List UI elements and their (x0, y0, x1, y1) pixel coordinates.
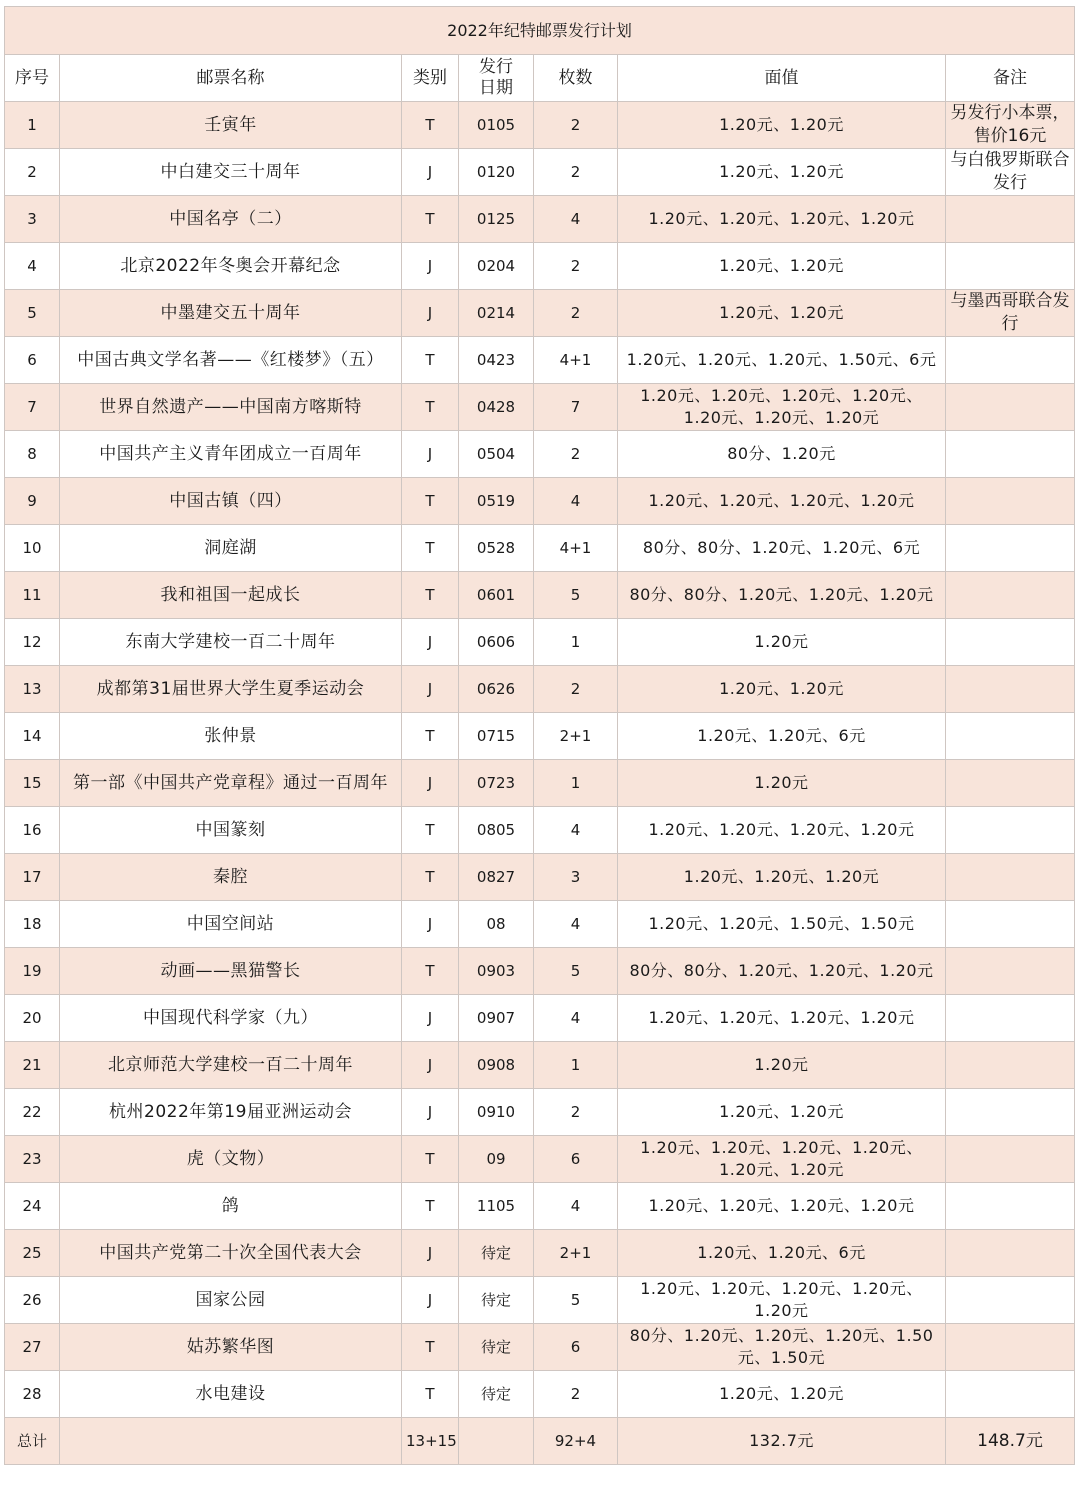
row-count: 5 (534, 948, 618, 995)
row-index: 8 (5, 431, 60, 478)
total-category: 13+15 (402, 1418, 459, 1465)
table-row (5, 901, 1075, 948)
row-count: 2 (534, 290, 618, 337)
row-count: 5 (534, 1277, 618, 1324)
row-note: 与白俄罗斯联合发行 (946, 149, 1075, 196)
row-index: 15 (5, 760, 60, 807)
row-face-value: 1.20元 (618, 1042, 946, 1089)
row-category: T (402, 572, 459, 619)
row-note (946, 901, 1075, 948)
row-face-value: 1.20元、1.20元、1.50元、1.50元 (618, 901, 946, 948)
row-name: 中白建交三十周年 (60, 149, 402, 196)
row-category: T (402, 713, 459, 760)
row-face-value: 1.20元、1.20元、1.20元、1.20元 (618, 1183, 946, 1230)
row-category: T (402, 948, 459, 995)
row-face-value: 1.20元、1.20元 (618, 243, 946, 290)
row-face-value: 1.20元、1.20元、1.20元、1.20元 (618, 196, 946, 243)
row-category: J (402, 666, 459, 713)
row-index: 19 (5, 948, 60, 995)
row-date: 0105 (459, 102, 534, 149)
row-count: 2 (534, 666, 618, 713)
row-count: 2+1 (534, 713, 618, 760)
table-row (5, 525, 1075, 572)
row-name: 中国空间站 (60, 901, 402, 948)
header-date-line2: 日期 (479, 78, 513, 98)
row-index: 28 (5, 1371, 60, 1418)
total-label: 总计 (5, 1418, 60, 1465)
row-count: 4+1 (534, 337, 618, 384)
row-category: T (402, 478, 459, 525)
row-count: 2+1 (534, 1230, 618, 1277)
row-count: 2 (534, 1371, 618, 1418)
row-category: J (402, 1230, 459, 1277)
row-index: 25 (5, 1230, 60, 1277)
row-note (946, 995, 1075, 1042)
header-index: 序号 (5, 55, 60, 102)
row-count: 5 (534, 572, 618, 619)
row-category: J (402, 431, 459, 478)
row-name: 杭州2022年第19届亚洲运动会 (60, 1089, 402, 1136)
row-category: J (402, 243, 459, 290)
row-count: 6 (534, 1136, 618, 1183)
row-name: 北京2022年冬奥会开幕纪念 (60, 243, 402, 290)
table-row (5, 1183, 1075, 1230)
row-count: 4 (534, 901, 618, 948)
row-face-value: 1.20元、1.20元、1.20元 (618, 854, 946, 901)
header-date-line1: 发行 (479, 57, 513, 77)
row-date: 08 (459, 901, 534, 948)
table-row (5, 431, 1075, 478)
row-name: 中国共产主义青年团成立一百周年 (60, 431, 402, 478)
row-face-value: 80分、1.20元 (618, 431, 946, 478)
row-name: 张仲景 (60, 713, 402, 760)
table-row (5, 1042, 1075, 1089)
row-count: 2 (534, 1089, 618, 1136)
row-index: 26 (5, 1277, 60, 1324)
row-name: 中国古镇（四） (60, 478, 402, 525)
row-name: 壬寅年 (60, 102, 402, 149)
row-category: T (402, 1136, 459, 1183)
row-note (946, 807, 1075, 854)
table-row (5, 384, 1075, 431)
row-index: 1 (5, 102, 60, 149)
row-index: 7 (5, 384, 60, 431)
table-row (5, 243, 1075, 290)
table-row (5, 760, 1075, 807)
total-name (60, 1418, 402, 1465)
row-name: 中国共产党第二十次全国代表大会 (60, 1230, 402, 1277)
row-index: 13 (5, 666, 60, 713)
table-row (5, 666, 1075, 713)
header-name: 邮票名称 (60, 55, 402, 102)
total-row (5, 1418, 1075, 1465)
total-count: 92+4 (534, 1418, 618, 1465)
row-index: 21 (5, 1042, 60, 1089)
row-index: 9 (5, 478, 60, 525)
row-note (946, 1324, 1075, 1371)
row-category: T (402, 384, 459, 431)
row-name: 东南大学建校一百二十周年 (60, 619, 402, 666)
row-date: 0601 (459, 572, 534, 619)
row-date: 0907 (459, 995, 534, 1042)
row-name: 中国名亭（二） (60, 196, 402, 243)
row-date: 0125 (459, 196, 534, 243)
row-face-value: 1.20元 (618, 619, 946, 666)
table-row (5, 1089, 1075, 1136)
row-face-value: 1.20元、1.20元、1.20元、1.20元、1.20元 (618, 1277, 946, 1324)
row-name: 秦腔 (60, 854, 402, 901)
row-index: 11 (5, 572, 60, 619)
row-index: 12 (5, 619, 60, 666)
row-face-value: 1.20元 (618, 760, 946, 807)
row-face-value: 80分、80分、1.20元、1.20元、1.20元 (618, 948, 946, 995)
row-date: 0910 (459, 1089, 534, 1136)
row-count: 1 (534, 760, 618, 807)
row-index: 27 (5, 1324, 60, 1371)
row-note (946, 666, 1075, 713)
row-date: 0827 (459, 854, 534, 901)
total-date (459, 1418, 534, 1465)
row-note (946, 478, 1075, 525)
row-name: 虎（文物） (60, 1136, 402, 1183)
row-count: 7 (534, 384, 618, 431)
table-row (5, 1277, 1075, 1324)
table-row (5, 1230, 1075, 1277)
row-face-value: 1.20元、1.20元、1.20元、1.20元 (618, 478, 946, 525)
row-index: 24 (5, 1183, 60, 1230)
row-date: 0805 (459, 807, 534, 854)
row-category: T (402, 1324, 459, 1371)
row-index: 14 (5, 713, 60, 760)
row-name: 洞庭湖 (60, 525, 402, 572)
row-note (946, 243, 1075, 290)
header-category: 类别 (402, 55, 459, 102)
row-index: 16 (5, 807, 60, 854)
row-category: T (402, 807, 459, 854)
row-date: 0903 (459, 948, 534, 995)
row-note (946, 525, 1075, 572)
row-name: 动画——黑猫警长 (60, 948, 402, 995)
table-row (5, 102, 1075, 149)
row-name: 中国篆刻 (60, 807, 402, 854)
row-date: 09 (459, 1136, 534, 1183)
row-index: 2 (5, 149, 60, 196)
row-index: 3 (5, 196, 60, 243)
row-note (946, 1230, 1075, 1277)
row-note (946, 1371, 1075, 1418)
row-note (946, 760, 1075, 807)
row-count: 4 (534, 196, 618, 243)
row-face-value: 80分、80分、1.20元、1.20元、6元 (618, 525, 946, 572)
table-row (5, 619, 1075, 666)
row-count: 4 (534, 807, 618, 854)
row-count: 4+1 (534, 525, 618, 572)
row-category: J (402, 1277, 459, 1324)
row-date: 0504 (459, 431, 534, 478)
row-date: 0606 (459, 619, 534, 666)
row-name: 国家公园 (60, 1277, 402, 1324)
row-note (946, 948, 1075, 995)
row-note (946, 1042, 1075, 1089)
header-face-value: 面值 (618, 55, 946, 102)
row-index: 6 (5, 337, 60, 384)
row-index: 20 (5, 995, 60, 1042)
row-name: 第一部《中国共产党章程》通过一百周年 (60, 760, 402, 807)
row-index: 17 (5, 854, 60, 901)
row-note (946, 1136, 1075, 1183)
row-face-value: 1.20元、1.20元、1.20元、1.20元、1.20元、1.20元、1.20元 (618, 384, 946, 431)
table-row (5, 1371, 1075, 1418)
row-category: T (402, 337, 459, 384)
table-row (5, 337, 1075, 384)
total-note: 148.7元 (946, 1418, 1075, 1465)
row-note (946, 337, 1075, 384)
table-row (5, 290, 1075, 337)
row-count: 4 (534, 1183, 618, 1230)
row-face-value: 1.20元、1.20元、1.20元、1.20元 (618, 995, 946, 1042)
row-category: J (402, 1042, 459, 1089)
row-date: 0528 (459, 525, 534, 572)
table-row (5, 196, 1075, 243)
row-index: 22 (5, 1089, 60, 1136)
row-date: 0723 (459, 760, 534, 807)
row-face-value: 1.20元、1.20元、6元 (618, 713, 946, 760)
row-count: 1 (534, 1042, 618, 1089)
row-date: 0120 (459, 149, 534, 196)
row-date: 1105 (459, 1183, 534, 1230)
row-face-value: 1.20元、1.20元、1.20元、1.50元、6元 (618, 337, 946, 384)
table-title: 2022年纪特邮票发行计划 (5, 7, 1075, 55)
row-count: 2 (534, 102, 618, 149)
row-face-value: 1.20元、1.20元 (618, 290, 946, 337)
row-count: 2 (534, 243, 618, 290)
table-row (5, 807, 1075, 854)
table-row (5, 1136, 1075, 1183)
row-date: 0715 (459, 713, 534, 760)
row-note (946, 1277, 1075, 1324)
row-category: J (402, 901, 459, 948)
row-note (946, 1183, 1075, 1230)
row-index: 18 (5, 901, 60, 948)
row-face-value: 1.20元、1.20元、1.20元、1.20元、1.20元、1.20元 (618, 1136, 946, 1183)
row-date: 0519 (459, 478, 534, 525)
table-row (5, 1324, 1075, 1371)
table-row (5, 948, 1075, 995)
stamp-plan-table (4, 6, 1075, 1465)
row-category: T (402, 1371, 459, 1418)
stamp-plan-sheet (4, 6, 1074, 1465)
row-name: 我和祖国一起成长 (60, 572, 402, 619)
row-note: 另发行小本票，售价16元 (946, 102, 1075, 149)
row-face-value: 1.20元、1.20元 (618, 1089, 946, 1136)
row-face-value: 1.20元、1.20元、1.20元、1.20元 (618, 807, 946, 854)
row-category: T (402, 1183, 459, 1230)
row-name: 姑苏繁华图 (60, 1324, 402, 1371)
row-count: 1 (534, 619, 618, 666)
row-date: 0428 (459, 384, 534, 431)
header-note: 备注 (946, 55, 1075, 102)
row-name: 水电建设 (60, 1371, 402, 1418)
row-note (946, 196, 1075, 243)
row-date: 0908 (459, 1042, 534, 1089)
row-note (946, 572, 1075, 619)
row-face-value: 80分、80分、1.20元、1.20元、1.20元 (618, 572, 946, 619)
row-name: 北京师范大学建校一百二十周年 (60, 1042, 402, 1089)
row-name: 中墨建交五十周年 (60, 290, 402, 337)
row-count: 6 (534, 1324, 618, 1371)
row-face-value: 1.20元、1.20元 (618, 666, 946, 713)
row-face-value: 1.20元、1.20元 (618, 1371, 946, 1418)
row-index: 23 (5, 1136, 60, 1183)
row-category: J (402, 290, 459, 337)
row-date: 0214 (459, 290, 534, 337)
row-face-value: 80分、1.20元、1.20元、1.20元、1.50元、1.50元 (618, 1324, 946, 1371)
header-count: 枚数 (534, 55, 618, 102)
row-category: T (402, 525, 459, 572)
row-name: 中国古典文学名著——《红楼梦》（五） (60, 337, 402, 384)
table-row (5, 995, 1075, 1042)
row-name: 成都第31届世界大学生夏季运动会 (60, 666, 402, 713)
table-row (5, 572, 1075, 619)
row-index: 10 (5, 525, 60, 572)
table-row (5, 149, 1075, 196)
row-note (946, 854, 1075, 901)
row-count: 4 (534, 995, 618, 1042)
row-note (946, 431, 1075, 478)
row-count: 3 (534, 854, 618, 901)
row-date: 0423 (459, 337, 534, 384)
row-note: 与墨西哥联合发行 (946, 290, 1075, 337)
row-name: 世界自然遗产——中国南方喀斯特 (60, 384, 402, 431)
row-date: 0204 (459, 243, 534, 290)
row-category: T (402, 854, 459, 901)
row-date: 待定 (459, 1230, 534, 1277)
row-category: J (402, 149, 459, 196)
row-date: 待定 (459, 1371, 534, 1418)
row-name: 中国现代科学家（九） (60, 995, 402, 1042)
row-date: 待定 (459, 1324, 534, 1371)
row-face-value: 1.20元、1.20元、6元 (618, 1230, 946, 1277)
row-category: J (402, 619, 459, 666)
row-note (946, 713, 1075, 760)
row-note (946, 1089, 1075, 1136)
row-name: 鸽 (60, 1183, 402, 1230)
header-row (5, 55, 1075, 102)
row-count: 4 (534, 478, 618, 525)
total-face-value: 132.7元 (618, 1418, 946, 1465)
row-date: 待定 (459, 1277, 534, 1324)
row-face-value: 1.20元、1.20元 (618, 102, 946, 149)
table-row (5, 478, 1075, 525)
row-date: 0626 (459, 666, 534, 713)
row-index: 4 (5, 243, 60, 290)
row-count: 2 (534, 431, 618, 478)
header-date (459, 55, 534, 102)
row-face-value: 1.20元、1.20元 (618, 149, 946, 196)
row-index: 5 (5, 290, 60, 337)
row-category: T (402, 196, 459, 243)
row-category: J (402, 1089, 459, 1136)
row-note (946, 384, 1075, 431)
table-row (5, 854, 1075, 901)
row-category: J (402, 995, 459, 1042)
row-category: T (402, 102, 459, 149)
row-category: J (402, 760, 459, 807)
row-count: 2 (534, 149, 618, 196)
row-note (946, 619, 1075, 666)
table-row (5, 713, 1075, 760)
